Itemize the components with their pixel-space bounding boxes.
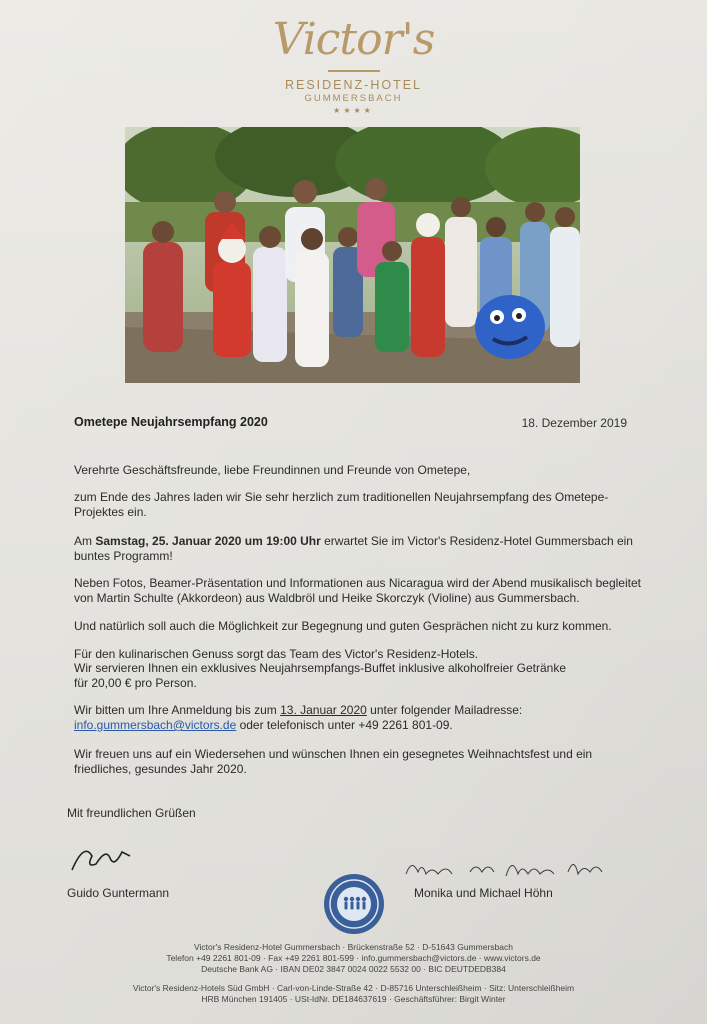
paragraph-event: [74, 534, 644, 564]
event-rest: erwartet Sie im Victor's Residenz-Hotel Gummersbach ein buntes Programm!: [74, 534, 633, 563]
signature-left: [66, 838, 136, 878]
paragraph-catering-2: Wir servieren Ihnen ein exklusives Neujahrsempfangs-Buffet inklusive alkoholfreier Getränke: [74, 661, 567, 675]
event-prefix: Am: [74, 534, 96, 548]
signer-right: Monika und Michael Höhn: [414, 886, 553, 900]
registration-prefix: Wir bitten um Ihre Anmeldung bis zum: [74, 703, 281, 717]
paragraph-catering-3: für 20,00 € pro Person.: [74, 676, 197, 690]
registration-mid: unter folgender Mailadresse:: [366, 703, 523, 717]
logo-stars: ★★★★: [333, 106, 374, 115]
closing: Mit freundlichen Grüßen: [67, 806, 196, 820]
group-photo: [125, 127, 580, 383]
logo-name: RESIDENZ-HOTEL: [284, 78, 423, 92]
hotel-logo: [0, 16, 707, 117]
logo-rule: [328, 70, 380, 72]
footer-registry: HRB München 191405 · USt-IdNr. DE184637619 · Geschäftsführer: Birgit Winter: [201, 994, 506, 1004]
certification-seal-icon: [322, 872, 386, 936]
salutation: Verehrte Geschäftsfreunde, liebe Freundinnen und Freunde von Ometepe,: [74, 463, 471, 477]
group-photo-illustration: [125, 127, 580, 383]
registration-email-link[interactable]: info.gummersbach@victors.de: [74, 718, 237, 732]
footer-contact: Telefon +49 2261 801-09 · Fax +49 2261 801-599 · info.gummersbach@victors.de · www.victors.de: [166, 953, 541, 963]
event-datetime: Samstag, 25. Januar 2020 um 19:00 Uhr: [95, 534, 321, 548]
logo-script: Victor's: [272, 14, 435, 65]
paragraph-invitation: zum Ende des Jahres laden wir Sie sehr herzlich zum traditionellen Neujahrsempfang des Ometepe-Projektes ein.: [74, 490, 609, 519]
footer-address: Victor's Residenz-Hotel Gummersbach · Brückenstraße 52 · D-51643 Gummersbach: [194, 942, 513, 952]
paragraph-meeting: Und natürlich soll auch die Möglichkeit zur Begegnung und guten Gesprächen nicht zu kurz kommen.: [74, 619, 612, 633]
footer-bank: Deutsche Bank AG · IBAN DE02 3847 0024 0022 5532 00 · BIC DEUTDEDB384: [201, 964, 506, 974]
letter-heading: Ometepe Neujahrsempfang 2020: [74, 415, 268, 429]
signature-right: [402, 854, 612, 882]
footer-company: Victor's Residenz-Hotels Süd GmbH · Carl-von-Linde-Straße 42 · D-85716 Unterschleißheim · Sitz: Unterschleißheim: [132, 983, 575, 993]
letter-date: 18. Dezember 2019: [521, 416, 627, 430]
signer-left: Guido Guntermann: [67, 886, 170, 900]
paragraph-catering-1: Für den kulinarischen Genuss sorgt das Team des Victor's Residenz-Hotels.: [74, 647, 479, 661]
paragraph-registration: [74, 703, 644, 733]
registration-deadline: 13. Januar 2020: [280, 703, 367, 717]
paragraph-program: Neben Fotos, Beamer-Präsentation und Informationen aus Nicaragua wird der Abend musikalisch begleitet von Martin Schulte (Akkordeon) aus Waldbröl und Heike Skorczyk (Violine) aus Gummersbach.: [74, 576, 641, 605]
logo-city: GUMMERSBACH: [304, 93, 403, 104]
registration-rest: oder telefonisch unter +49 2261 801-09.: [236, 718, 453, 732]
paragraph-wishes: Wir freuen uns auf ein Wiedersehen und wünschen Ihnen ein gesegnetes Weihnachtsfest und ein friedliches, gesundes Jahr 2020.: [74, 747, 593, 776]
